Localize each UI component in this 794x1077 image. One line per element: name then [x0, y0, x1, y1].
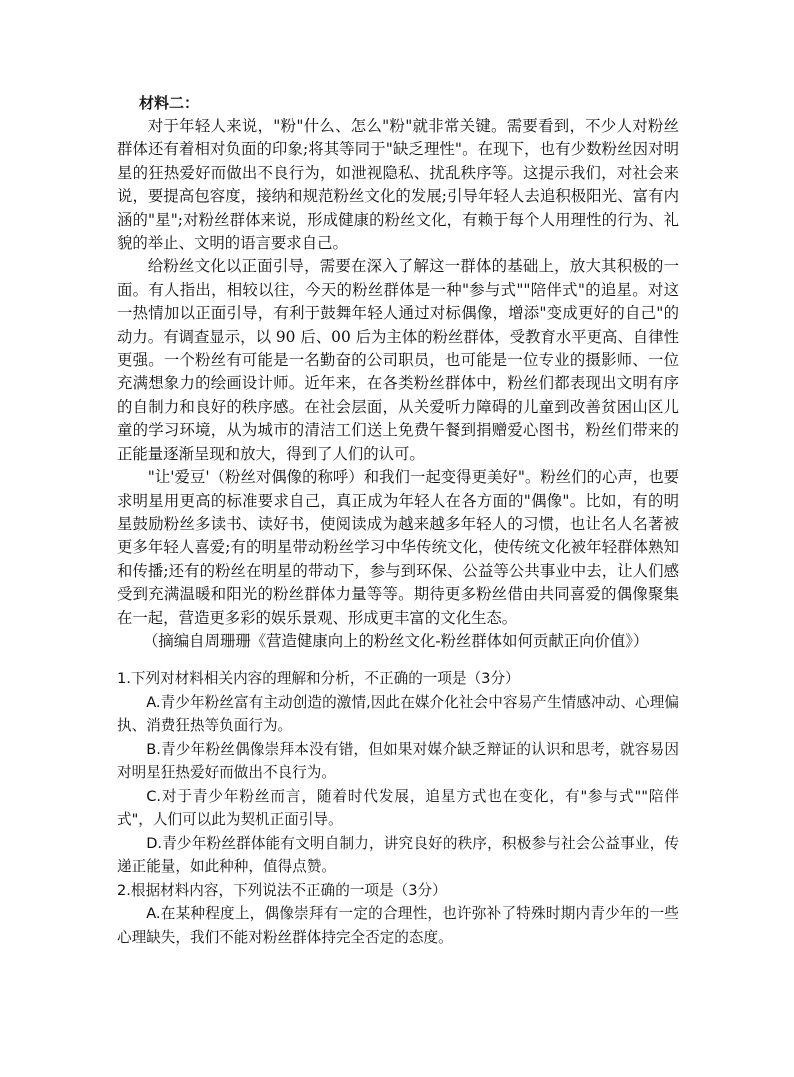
question-2 [117, 879, 679, 950]
material-paragraph-1: 对于年轻人来说，"粉"什么、怎么"粉"就非常关键。需要看到，不少人对粉丝群体还有着相对负面的印象;将其等同于"缺乏理性"。在现下，也有少数粉丝因对明星的狂热爱好而做出不良行为，如泄视隐私、扰乱秩序等。这提示我们，对社会来说，要提高包容度，接纳和规范粉丝文化的发展;引导年轻人去追积极阳光、富有内涵的"星";对粉丝群体来说，形成健康的粉丝文化，有赖于每个人用理性的行为、礼貌的举止、文明的语言要求自己。 [117, 117, 679, 253]
question-1 [117, 667, 679, 879]
reading-material [117, 92, 679, 653]
material-paragraph-2: 给粉丝文化以正面引导，需要在深入了解这一群体的基础上，放大其积极的一面。有人指出，相较以往，今天的粉丝群体是一种"参与式""陪伴式"的追星。对这一热情加以正面引导，有利于鼓舞年轻人通过对标偶像，增添"变成更好的自己"的动力。有调查显示，以 90 后、00 后为主体的粉丝群体，受教育水平更高、自律性更强。一个粉丝有可能是一名勤奋的公司职员，也可能是一位专业的摄影师、一位充满想象力的绘画设计师。近年来，在各类粉丝群体中，粉丝们都表现出文明有序的自制力和良好的秩序感。在社会层面，从关爱听力障碍的儿童到改善贫困山区儿童的学习环境，从为城市的清洁工们送上免费午餐到捐赠爱心图书，粉丝们带来的正能量逐渐呈现和放大，得到了人们的认可。 [117, 257, 679, 463]
question-section [117, 667, 679, 949]
material-source-citation: （摘编自周珊珊《营造健康向上的粉丝文化-粉丝群体如何贡献正向价值》） [143, 631, 649, 650]
question-1-stem: 1.下列对材料相关内容的理解和分析，不正确的一项是（3分） [117, 670, 520, 687]
question-1-option-c: C.对于青少年粉丝而言，随着时代发展，追星方式也在变化，有"参与式""陪伴式"，人们可以此为契机正面引导。 [117, 787, 679, 828]
question-1-option-a: A.青少年粉丝富有主动创造的激情,因此在媒介化社会中容易产生情感冲动、心理偏执、消费狂热等负面行为。 [117, 693, 679, 734]
question-1-option-d: D.青少年粉丝群体能有文明自制力，讲究良好的秩序，积极参与社会公益事业，传递正能量，如此种种，值得点赞。 [117, 834, 679, 875]
question-2-stem: 2.根据材料内容，下列说法不正确的一项是（3分） [117, 881, 447, 899]
question-1-option-b: B.青少年粉丝偶像崇拜本没有错，但如果对媒介缺乏辩证的认识和思考，就容易因对明星狂热爱好而做出不良行为。 [117, 740, 679, 781]
question-2-option-a: A.在某种程度上，偶像崇拜有一定的合理性，也许弥补了特殊时期内青少年的一些心理缺失，我们不能对粉丝群体持完全否定的态度。 [117, 905, 679, 946]
material-heading: 材料二： [139, 94, 200, 112]
material-paragraph-3: "让'爱豆'（粉丝对偶像的称呼）和我们一起变得更美好"。粉丝们的心声，也要求明星用更高的标准要求自己，真正成为年轻人在各方面的"偶像"。比如，有的明星鼓励粉丝多读书、读好书，使阅读成为越来越多年轻人的习惯，也让名人名著被更多年轻人喜爱;有的明星带动粉丝学习中华传统文化，使传统文化被年轻群体熟知和传播;还有的粉丝在明星的带动下，参与到环保、公益等公共事业中去，让人们感受到充满温暖和阳光的粉丝群体力量等等。期待更多粉丝借由共同喜爱的偶像聚集在一起，营造更多彩的娱乐景观、形成更丰富的文化生态。 [117, 468, 679, 627]
